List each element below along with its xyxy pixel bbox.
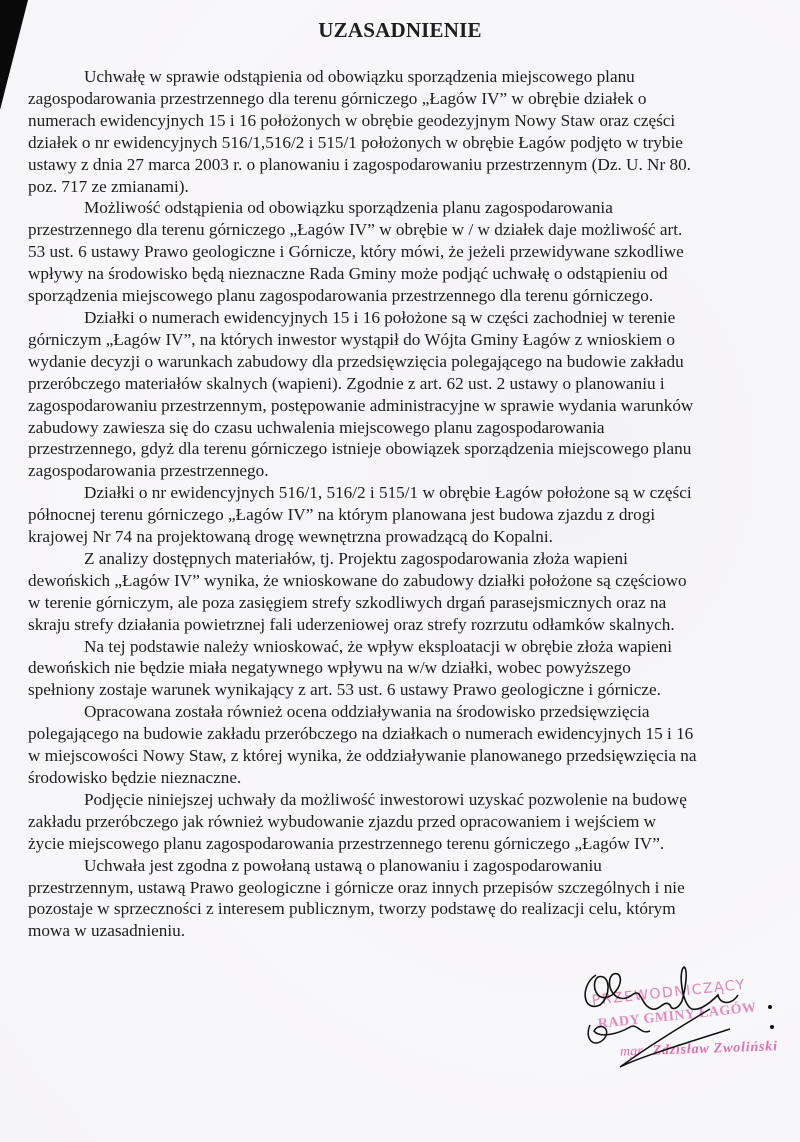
paragraph: Podjęcie niniejszej uchwały da możliwość inwestorowi uzyskać pozwolenie na budowę zakładu przeróbczego jak również wybudowanie zjazdu przed opracowaniem i wejściem w życie miejscowego planu zagospodarowania przestrzennego terenu górniczego „Łagów IV”. [28, 789, 687, 853]
document-body [28, 66, 780, 942]
signature-underline [620, 1009, 730, 1067]
paragraph: Możliwość odstąpienia od obowiązku sporządzenia planu zagospodarowania przestrzennego dla terenu górniczego „Łagów IV” w obrębie w / w działek daje możliwość art. 53 ust. 6 ustawy Prawo geologiczne i Górnicze, który mówi, że jeżeli przewidywane szkodliwe wpływy na środowisko będą nieznaczne Rada Gminy może podjąć uchwałę o odstąpieniu od sporządzenia miejscowego planu zagospodarowania przestrzennego dla terenu górniczego. [28, 198, 684, 306]
signature-dot [768, 1005, 772, 1009]
signature-dot [770, 1025, 774, 1029]
handwritten-signature [560, 965, 800, 1075]
signature-stroke [585, 967, 738, 1009]
signature-lower-loop [588, 1025, 650, 1043]
scan-edge-shadow [0, 0, 28, 110]
stamp-title: PRZEWODNICZĄCY [591, 976, 747, 1009]
paragraph: Działki o numerach ewidencyjnych 15 i 16 położone są w części zachodniej w terenie górniczym „Łagów IV”, na których inwestor wystąpił do Wójta Gminy Łagów z wnioskiem o wydanie decyzji o warunkach zabudowy dla przedsięwzięcia polegającego na budowie zakładu przeróbczego materiałów skalnych (wapieni). Zgodnie z art. 62 ust. 2 ustawy o planowaniu i zagospodarowaniu przestrzennym, postępowanie administracyjne w sprawie wydania warunków zabudowy zawiesza się do czasu uchwalenia miejscowego planu zagospodarowania przestrzennego, gdyż dla terenu górniczego istnieje obowiązek sporządzenia miejscowego planu zagospodarowania przestrzennego. [28, 307, 694, 481]
paragraph: Działki o nr ewidencyjnych 516/1, 516/2 i 515/1 w obrębie Łagów położone są w części północnej terenu górniczego „Łagów IV” na którym planowana jest budowa zjazdu z drogi krajowej Nr 74 na projektowaną drogę wewnętrzna prowadzącą do Kopalni. [28, 483, 692, 547]
paragraph: Uchwała jest zgodna z powołaną ustawą o planowaniu i zagospodarowaniu przestrzennym, ustawą Prawo geologiczne i górnicze oraz innych przepisów szczególnych i nie pozostaje w sprzeczności z interesem publicznym, tworzy podstawę do realizacji celu, którym mowa w uzasadnieniu. [28, 855, 685, 941]
document-title: UZASADNIENIE [318, 18, 482, 42]
stamp-name: Zdzisław Zwoliński [652, 1039, 779, 1059]
paragraph: Na tej podstawie należy wnioskować, że wpływ eksploatacji w obrębie złoża wapieni dewońskich nie będzie miała negatywnego wpływu na w/w działki, wobec powyższego spełniony zostaje warunek wynikający z art. 53 ust. 6 ustawy Prawo geologiczne i górnicze. [28, 636, 672, 700]
paragraph: Uchwałę w sprawie odstąpienia od obowiązku sporządzenia miejscowego planu zagospodarowania przestrzennego dla terenu górniczego „Łagów IV” w obrębie działek o numerach ewidencyjnych 15 i 16 położonych w obrębie geodezyjnym Nowy Staw oraz części działek o nr ewidencyjnych 516/1,516/2 i 515/1 położonych w obrębie Łagów podjęto w trybie ustawy z dnia 27 marca 2003 r. o planowaniu i zagospodarowaniu przestrzennym (Dz. U. Nr 80. poz. 717 ze zmianami). [28, 67, 691, 196]
paragraph: Opracowana została również ocena oddziaływania na środowisko przedsięwzięcia polegającego na budowie zakładu przeróbczego na działkach o numerach ewidencyjnych 15 i 16 w miejscowości Nowy Staw, z której wynika, że oddziaływanie planowanego przedsięwzięcia na środowisko będzie nieznaczne. [28, 702, 697, 787]
paragraph: Z analizy dostępnych materiałów, tj. Projektu zagospodarowania złoża wapieni dewońskich „Łagów IV” wynika, że wnioskowane do zabudowy działki położone są częściowo w terenie górniczym, ale poza zasięgiem strefy szkodliwych drgań parasejsmicznych oraz na skraju strefy działania powietrznej fali uderzeniowej oraz strefy rozrzutu odłamków skalnych. [28, 548, 687, 634]
stamp-prefix: mgr [619, 1043, 643, 1060]
stamp-council: RADY GMINY ŁAGÓW [597, 1000, 758, 1032]
